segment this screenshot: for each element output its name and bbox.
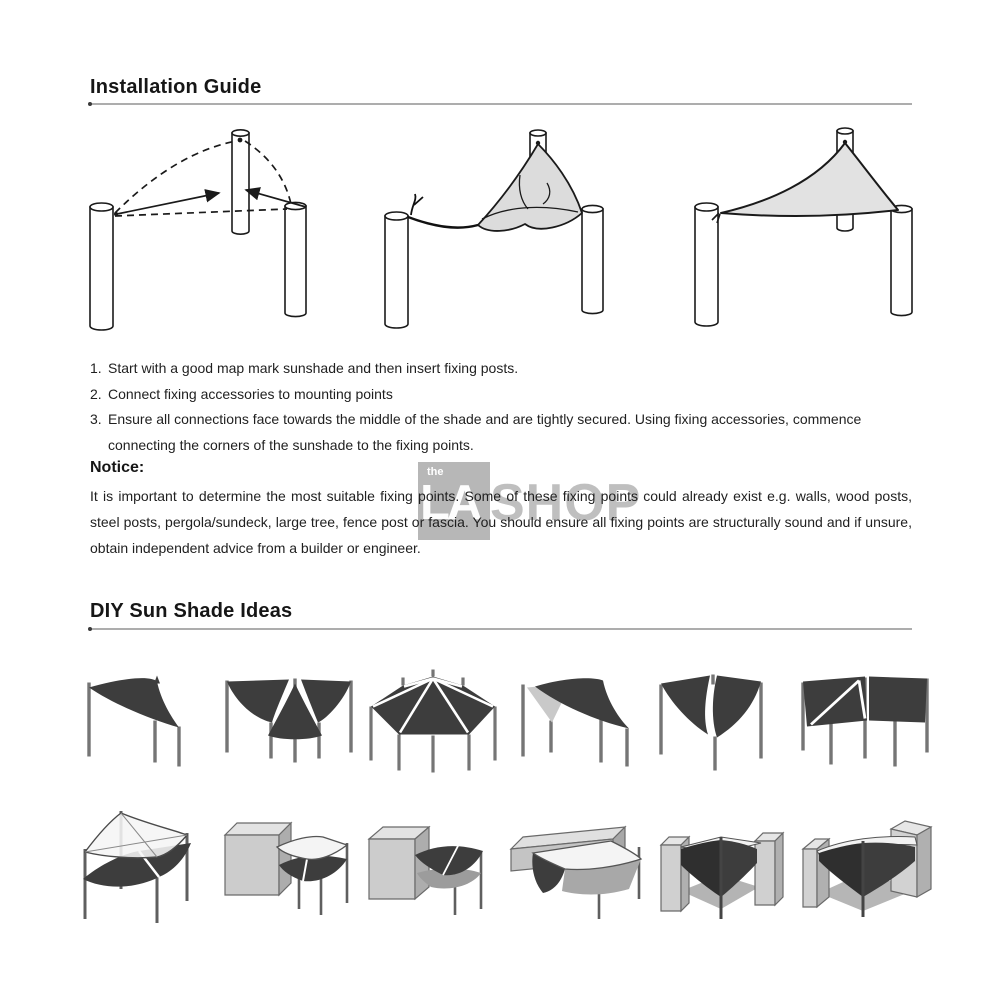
step-3-number: 3.	[90, 411, 102, 427]
notice-title: Notice:	[90, 459, 145, 476]
idea-long-wall-span-sail	[507, 796, 647, 928]
notice-body: It is important to determine the most suitable fixing points. Some of these fixing points could already exist e.g. walls, wood posts, steel posts, pergola/sundeck, large tree, fence post or fascia. You should ensure all fixing points are structurally sound and if unsure, obtain independent advice from a builder or engineer.	[90, 488, 912, 556]
idea-two-tone-twin-triangle	[507, 658, 647, 783]
diy-ideas-row-2	[75, 796, 935, 928]
corner-wall-curtains-illustration	[795, 796, 935, 928]
step-3-text: Ensure all connections face towards the middle of the shade and are tightly secured. Using fixing accessories, commence connecting the corners of the sunshade to the fixing points.	[108, 411, 862, 453]
idea-two-pillar-corner-curtains	[651, 796, 791, 928]
two-tone-twin-triangle-illustration	[507, 658, 647, 783]
step-1-number: 1.	[90, 360, 102, 376]
installation-steps	[90, 356, 918, 458]
installation-guide-title: Installation Guide	[90, 76, 262, 98]
wall-mounted-dark-sail-illustration	[363, 796, 503, 928]
idea-twin-triangle-square	[651, 658, 791, 783]
watermark-the: the	[427, 466, 444, 478]
divider-line	[90, 103, 912, 105]
hexagon-umbrella-illustration	[363, 658, 503, 783]
idea-wall-mounted-small-sail	[219, 796, 359, 928]
wall-mounted-small-sail-illustration	[219, 796, 359, 928]
diy-ideas-row-1	[75, 658, 935, 783]
step-1	[90, 356, 918, 382]
two-pillar-corner-curtains-illustration	[651, 796, 791, 928]
idea-three-triangle-canopy	[219, 658, 359, 783]
idea-hexagon-umbrella	[363, 658, 503, 783]
twin-triangle-square-illustration	[651, 658, 791, 783]
diy-ideas-title: DIY Sun Shade Ideas	[90, 600, 293, 622]
three-triangle-canopy-illustration	[219, 658, 359, 783]
step-2-number: 2.	[90, 385, 102, 402]
long-wall-span-sail-illustration	[507, 796, 647, 928]
triangle-sail-illustration	[75, 658, 215, 783]
idea-four-post-layered-sails	[75, 796, 215, 928]
watermark-la: LA	[420, 476, 480, 530]
divider-dot	[88, 102, 92, 106]
diagram-attach-shade-illustration	[370, 113, 650, 343]
step-2-text: Connect fixing accessories to mounting points	[108, 385, 393, 402]
step-3	[90, 407, 918, 458]
step-2	[90, 382, 918, 408]
watermark-shop: SHOP	[490, 474, 642, 532]
double-rectangle-panels-illustration	[795, 658, 935, 783]
idea-wall-mounted-dark-sail	[363, 796, 503, 928]
step-1-text: Start with a good map mark sunshade and then insert fixing posts.	[108, 360, 519, 376]
divider-line-2	[90, 628, 912, 630]
diagram-shade-installed-illustration	[665, 113, 945, 343]
four-post-layered-sails-illustration	[75, 796, 215, 928]
idea-double-rectangle-panels	[795, 658, 935, 783]
installation-diagrams	[75, 113, 945, 343]
idea-corner-wall-curtains	[795, 796, 935, 928]
idea-triangle-sail	[75, 658, 215, 783]
diagram-mark-and-insert-posts-illustration	[75, 113, 355, 343]
divider-dot-2	[88, 627, 92, 631]
